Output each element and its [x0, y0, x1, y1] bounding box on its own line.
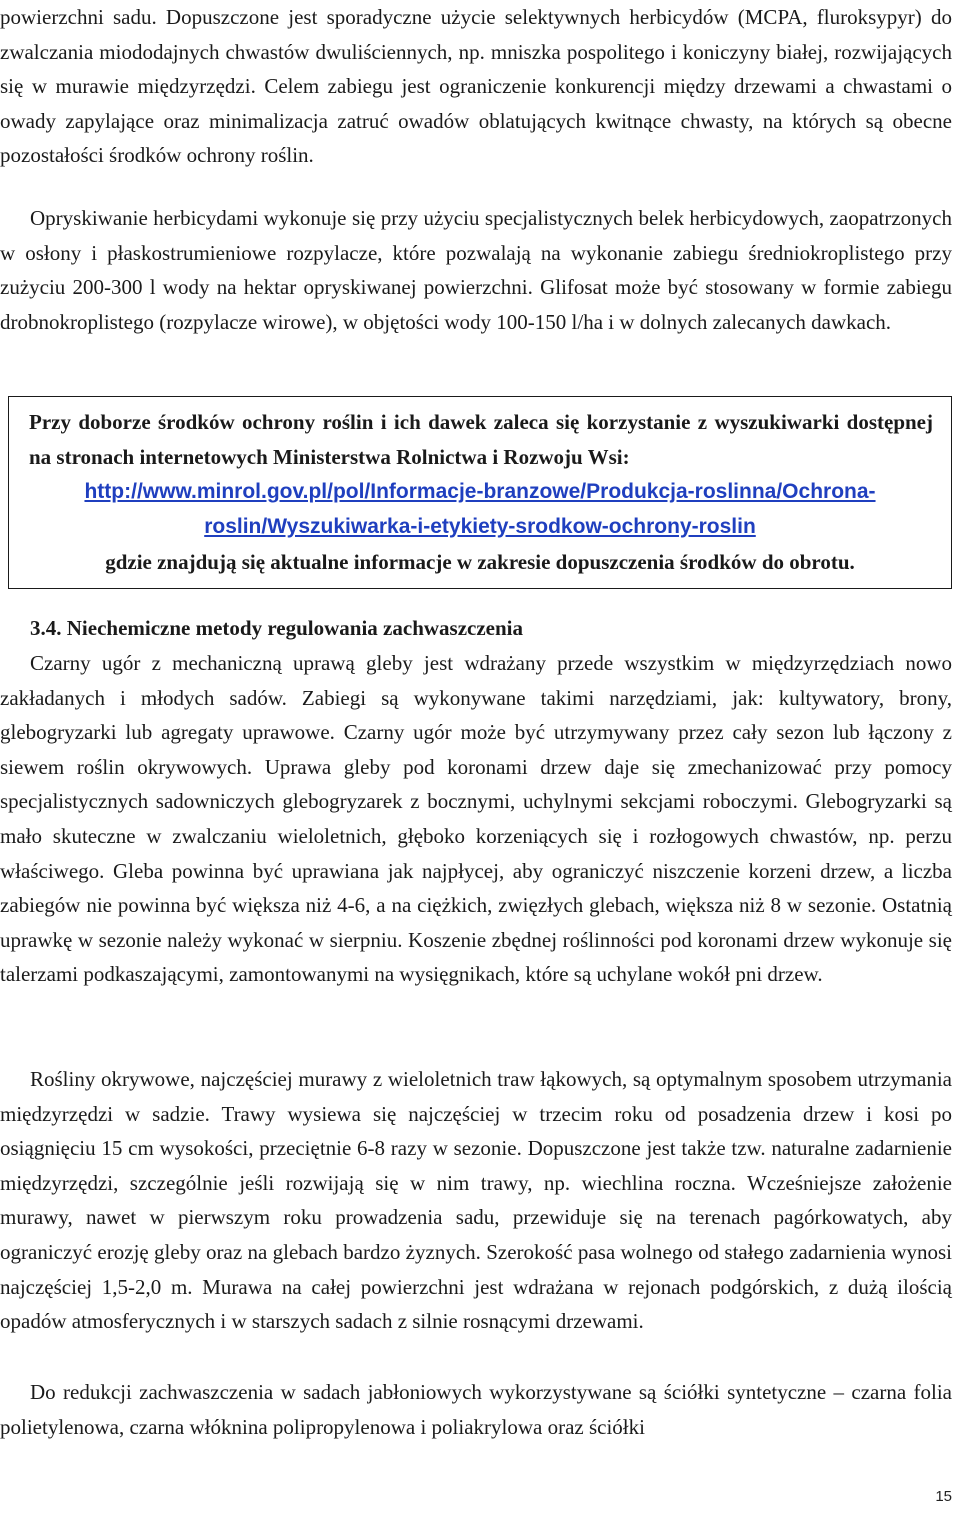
section-number: 3.4. — [30, 616, 62, 640]
notice-box — [8, 396, 952, 589]
paragraph-herbicide-use: powierzchni sadu. Dopuszczone jest sporadyczne użycie selektywnych herbicydów (MCPA, fluroksypyr) do zwalczania miododajnych chwastów dwuliściennych, np. mniszka pospolitego i koniczyny białej, rozwijających się w murawie międzyrzędzi. Celem zabiegu jest ograniczenie konkurencji między drzewami a chwastami o owady zapylające oraz minimalizacja zatruć owadów oblatujących kwitnące chwasty, na których są obecne pozostałości środków ochrony roślin. — [0, 5, 952, 168]
notice-text: Przy doborze środków ochrony roślin i ich dawek zaleca się korzystanie z wyszukiwarki dostępnej na stronach internetowych Ministerstwa Rolnictwa i Rozwoju Wsi: — [29, 410, 933, 469]
paragraph-spraying-method: Opryskiwanie herbicydami wykonuje się przy użyciu specjalistycznych belek herbicydowych, zaopatrzonych w osłony i płaskostrumieniowe rozpylacze, które pozwalają na wykonanie zabiegu średniokroplistego przy zużyciu 200-300 l wody na hektar opryskiwanej powierzchni. Glifosat może być stosowany w formie zabiegu drobnokroplistego (rozpylacze wirowe), w objętości wody 100-150 l/ha i w dolnych zalecanych dawkach. — [0, 206, 952, 334]
ministry-search-link[interactable]: http://www.minrol.gov.pl/pol/Informacje-branzowe/Produkcja-roslinna/Ochrona-roslin/Wyszukiwarka-i-etykiety-srodkow-ochrony-roslin — [84, 480, 876, 538]
paragraph-cover-crops: Rośliny okrywowe, najczęściej murawy z wieloletnich traw łąkowych, są optymalnym sposobem utrzymania międzyrzędzi w sadzie. Trawy wysiewa się najczęściej w trzecim roku od posadzenia drzew i kosi po osiągnięciu 15 cm wysokości, przeciętnie 6-8 razy w sezonie. Dopuszczone jest także tzw. naturalne zadarnienie międzyrzędzi, szczególnie jeśli rozwijają się w nim trawy, np. wiechlina roczna. Wcześniejsze założenie murawy, nawet w pierwszym roku prowadzenia sadu, przewiduje się na terenach pagórkowatych, aby ograniczyć erozję gleby oraz na glebach bardzo żyznych. Szerokość pasa wolnego od stałego zadarnienia wynosi najczęściej 1,5-2,0 m. Murawa na całej powierzchni jest wdrażana w rejonach podgórskich, z dużą ilością opadów atmosferycznych i w starszych sadach z silnie rosnącymi drzewami. — [0, 1067, 952, 1334]
paragraph-black-fallow: Czarny ugór z mechaniczną uprawą gleby jest wdrażany przede wszystkim w międzyrzędziach nowo zakładanych i młodych sadów. Zabiegi są wykonywane takimi narzędziami, jak: kultywatory, brony, glebogryzarki lub agregaty uprawowe. Czarny ugór może być utrzymywany przez cały sezon lub łączony z siewem roślin okrywowych. Uprawa gleby pod koronami drzew daje się zmechanizować przy pomocy specjalistycznych sadowniczych glebogryzarek z bocznymi, uchylnymi sekcjami roboczymi. Glebogryzarki są mało skuteczne w zwalczaniu wieloletnich, głęboko korzeniących się i rozłogowych chwastów, np. perzu właściwego. Gleba powinna być uprawiana jak najpłycej, aby ograniczyć niszczenie korzeni drzew, a liczba zabiegów nie powinna być większa niż 4-6, a na ciężkich, zwięzłych glebach, większa niż 8 w sezonie. Ostatnią uprawkę w sezonie należy wykonać w sierpniu. Koszenie zbędnej roślinności pod koronami drzew wykonuje się talerzami podkaszającymi, zamontowanymi na wysięgnikach, które są uchylane wokół pni drzew. — [0, 651, 952, 987]
section-title: Niechemiczne metody regulowania zachwaszczenia — [66, 616, 524, 640]
paragraph-synthetic-mulch: Do redukcji zachwaszczenia w sadach jabłoniowych wykorzystywane są ściółki syntetyczne – czarna folia polietylenowa, czarna włóknina polipropylenowa i poliakrylowa oraz ściółki — [0, 1380, 952, 1439]
section-heading — [30, 611, 523, 645]
notice-footer: gdzie znajdują się aktualne informacje w zakresie dopuszczenia środków do obrotu. — [105, 550, 855, 574]
page-number: 15 — [935, 1488, 952, 1505]
